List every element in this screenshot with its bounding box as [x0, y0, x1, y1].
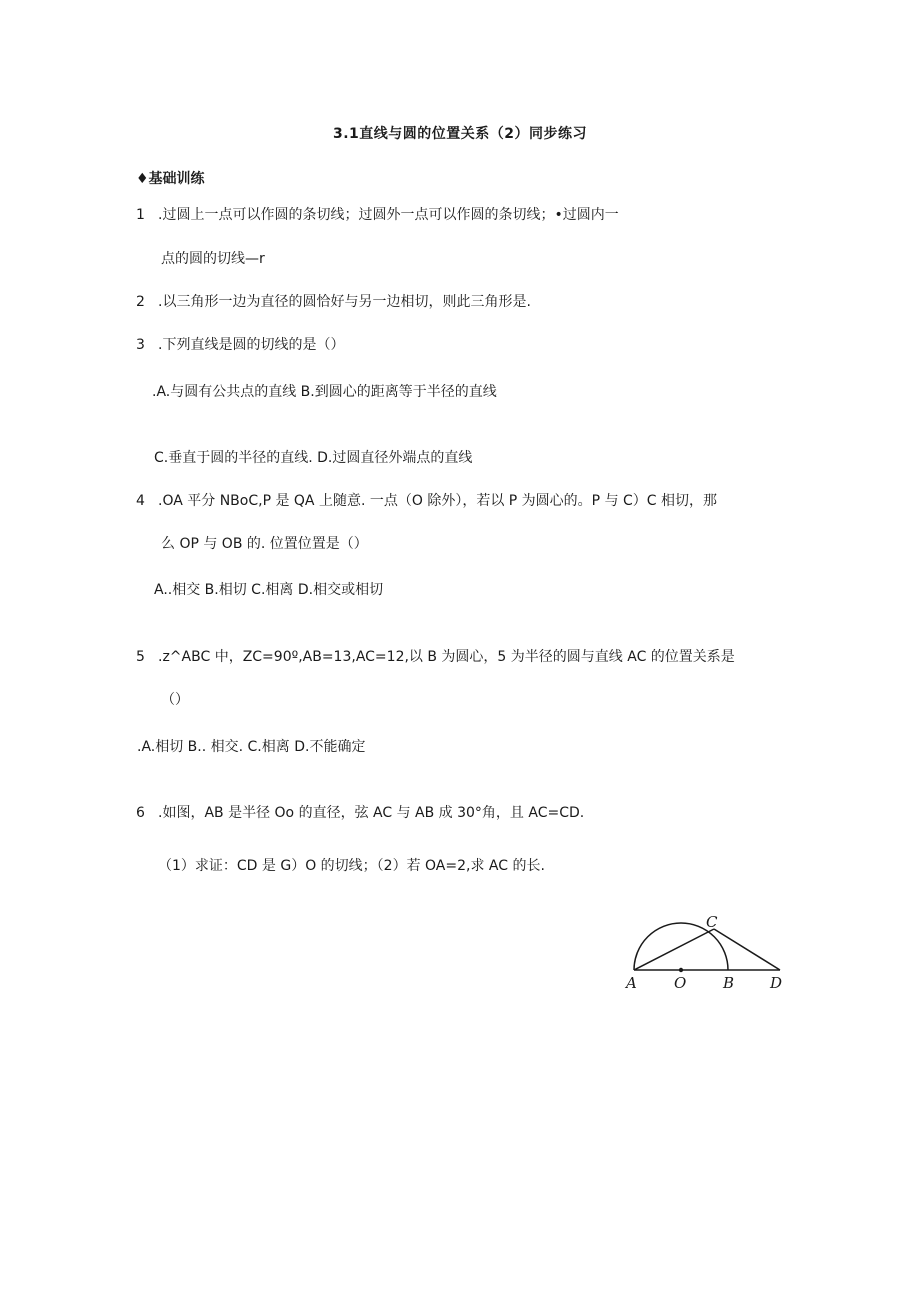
label-d: D [770, 974, 783, 992]
question-4-line-2: 么 OP 与 OB 的. 位置位置是（） [161, 536, 368, 552]
label-c: C [706, 913, 718, 931]
label-o: O [674, 974, 687, 992]
page-title: 3.1直线与圆的位置关系（2）同步练习 [332, 126, 588, 142]
question-text: .下列直线是圆的切线的是（） [158, 337, 345, 353]
question-5-options: .A.相切 B.. 相交. C.相离 D.不能确定 [137, 739, 366, 755]
question-number: 3 [136, 337, 145, 353]
question-5-line-1 [136, 648, 735, 666]
question-text: .OA 平分 NBoC,P 是 QA 上随意. 一点（O 除外），若以 P 为圆心的。P 与 C）C 相切，那 [158, 493, 718, 509]
question-text: .如图，AB 是半径 Oo 的直径，弦 AC 与 AB 成 30°角，且 AC=CD. [158, 805, 585, 821]
question-number: 6 [136, 805, 145, 821]
question-3-options-ab: .A.与圆有公共点的直线 B.到圆心的距离等于半径的直线 [152, 384, 497, 400]
question-text: .z^ABC 中，ZC=90º,AB=13,AC=12,以 B 为圆心，5 为半径的圆与直线 AC 的位置关系是 [158, 649, 735, 665]
label-b: B [723, 974, 735, 992]
question-4-options: A..相交 B.相切 C.相离 D.相交或相切 [154, 582, 384, 598]
question-number: 4 [136, 493, 145, 509]
question-number: 1 [136, 207, 145, 223]
question-text: .以三角形一边为直径的圆恰好与另一边相切，则此三角形是. [158, 294, 531, 310]
question-number: 2 [136, 294, 145, 310]
question-6-line-2: （1）求证：CD 是 G）O 的切线；（2）若 OA=2,求 AC 的长. [158, 858, 545, 874]
question-2-line-1 [136, 293, 531, 311]
question-1-line-2: 点的圆的切线—r [161, 251, 265, 267]
question-number: 5 [136, 649, 145, 665]
chord-ac [634, 929, 714, 970]
question-3-line-1 [136, 336, 344, 354]
center-point-o [679, 968, 683, 972]
section-heading: ♦基础训练 [136, 171, 205, 187]
question-5-line-2: （） [161, 692, 189, 708]
question-text: .过圆上一点可以作圆的条切线；过圆外一点可以作圆的条切线；•过圆内一 [158, 207, 619, 223]
question-3-options-cd: C.垂直于圆的半径的直线. D.过圆直径外端点的直线 [154, 450, 473, 466]
geometry-figure [618, 910, 798, 995]
label-a: A [626, 974, 637, 992]
question-4-line-1 [136, 492, 717, 510]
question-6-line-1 [136, 804, 584, 822]
question-1-line-1 [136, 206, 619, 224]
